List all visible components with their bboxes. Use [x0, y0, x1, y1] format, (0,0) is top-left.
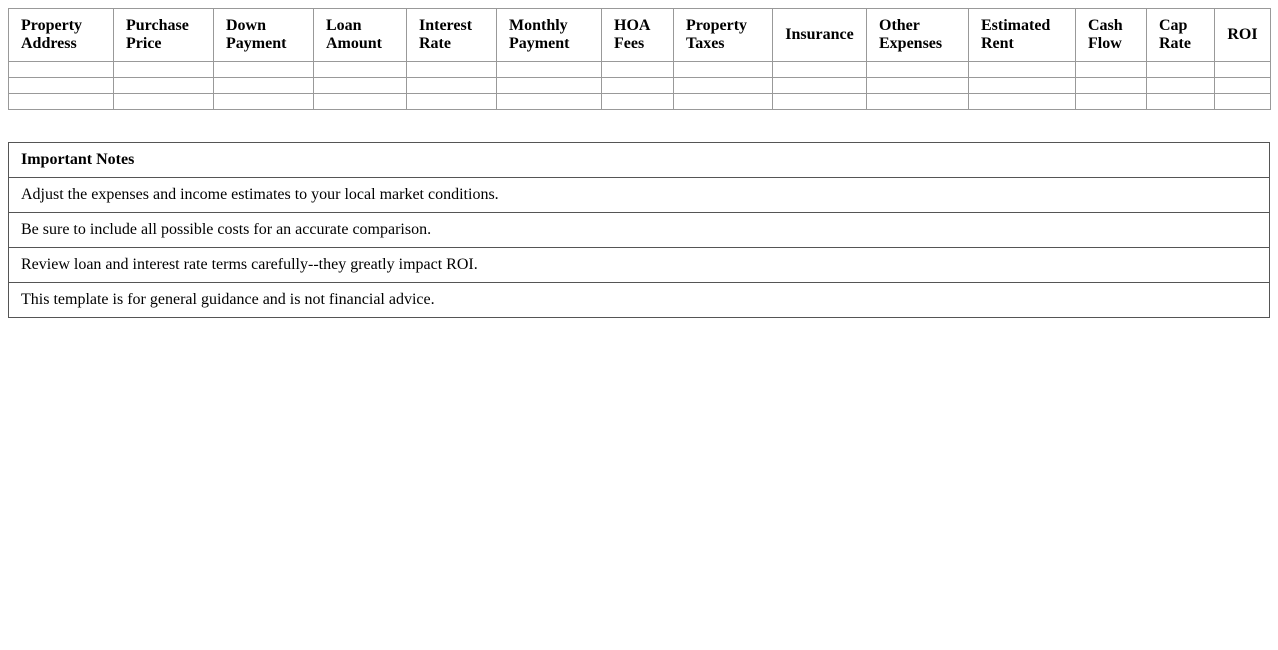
column-header-loan-amount: Loan Amount	[314, 9, 407, 62]
table-cell	[1076, 94, 1147, 110]
property-comparison-table	[8, 8, 1271, 110]
table-cell	[674, 62, 773, 78]
table-row	[9, 62, 1271, 78]
table-cell	[214, 62, 314, 78]
table-cell	[114, 62, 214, 78]
table-cell	[497, 94, 602, 110]
table-cell	[9, 62, 114, 78]
table-cell	[674, 78, 773, 94]
table-row	[9, 94, 1271, 110]
column-header-roi: ROI	[1215, 9, 1271, 62]
table-cell	[1215, 78, 1271, 94]
note-row	[9, 283, 1270, 318]
column-header-cap-rate: Cap Rate	[1147, 9, 1215, 62]
document-body	[0, 0, 1278, 318]
table-cell	[867, 78, 969, 94]
table-cell	[314, 94, 407, 110]
table-cell	[602, 78, 674, 94]
table-cell	[773, 94, 867, 110]
table-header-row	[9, 9, 1271, 62]
column-header-other-expenses: Other Expenses	[867, 9, 969, 62]
notes-header-row	[9, 143, 1270, 178]
table-cell	[114, 94, 214, 110]
note-row	[9, 178, 1270, 213]
column-header-property-address: Property Address	[9, 9, 114, 62]
table-body	[9, 62, 1271, 110]
table-cell	[497, 62, 602, 78]
table-cell	[407, 78, 497, 94]
table-cell	[969, 62, 1076, 78]
note-row	[9, 213, 1270, 248]
table-cell	[114, 78, 214, 94]
table-cell	[1215, 62, 1271, 78]
column-header-down-payment: Down Payment	[214, 9, 314, 62]
note-item: This template is for general guidance and is not financial advice.	[9, 283, 1270, 318]
table-cell	[867, 94, 969, 110]
table-cell	[497, 78, 602, 94]
important-notes-table	[8, 142, 1270, 318]
column-header-insurance: Insurance	[773, 9, 867, 62]
table-cell	[1147, 94, 1215, 110]
table-cell	[1147, 62, 1215, 78]
table-cell	[314, 62, 407, 78]
table-cell	[969, 94, 1076, 110]
column-header-hoa-fees: HOA Fees	[602, 9, 674, 62]
column-header-monthly-payment: Monthly Payment	[497, 9, 602, 62]
column-header-interest-rate: Interest Rate	[407, 9, 497, 62]
table-cell	[1215, 94, 1271, 110]
column-header-purchase-price: Purchase Price	[114, 9, 214, 62]
table-cell	[1076, 78, 1147, 94]
note-item: Review loan and interest rate terms carefully--they greatly impact ROI.	[9, 248, 1270, 283]
table-cell	[407, 94, 497, 110]
notes-title: Important Notes	[9, 143, 1270, 178]
table-cell	[602, 62, 674, 78]
table-cell	[773, 62, 867, 78]
table-cell	[9, 78, 114, 94]
note-item: Adjust the expenses and income estimates to your local market conditions.	[9, 178, 1270, 213]
note-row	[9, 248, 1270, 283]
table-cell	[602, 94, 674, 110]
table-cell	[969, 78, 1076, 94]
column-header-cash-flow: Cash Flow	[1076, 9, 1147, 62]
table-cell	[314, 78, 407, 94]
note-item: Be sure to include all possible costs for an accurate comparison.	[9, 213, 1270, 248]
column-header-estimated-rent: Estimated Rent	[969, 9, 1076, 62]
table-row	[9, 78, 1271, 94]
column-header-property-taxes: Property Taxes	[674, 9, 773, 62]
table-cell	[1076, 62, 1147, 78]
table-cell	[867, 62, 969, 78]
table-cell	[9, 94, 114, 110]
table-cell	[1147, 78, 1215, 94]
table-cell	[214, 78, 314, 94]
table-cell	[773, 78, 867, 94]
table-cell	[214, 94, 314, 110]
table-cell	[407, 62, 497, 78]
table-cell	[674, 94, 773, 110]
